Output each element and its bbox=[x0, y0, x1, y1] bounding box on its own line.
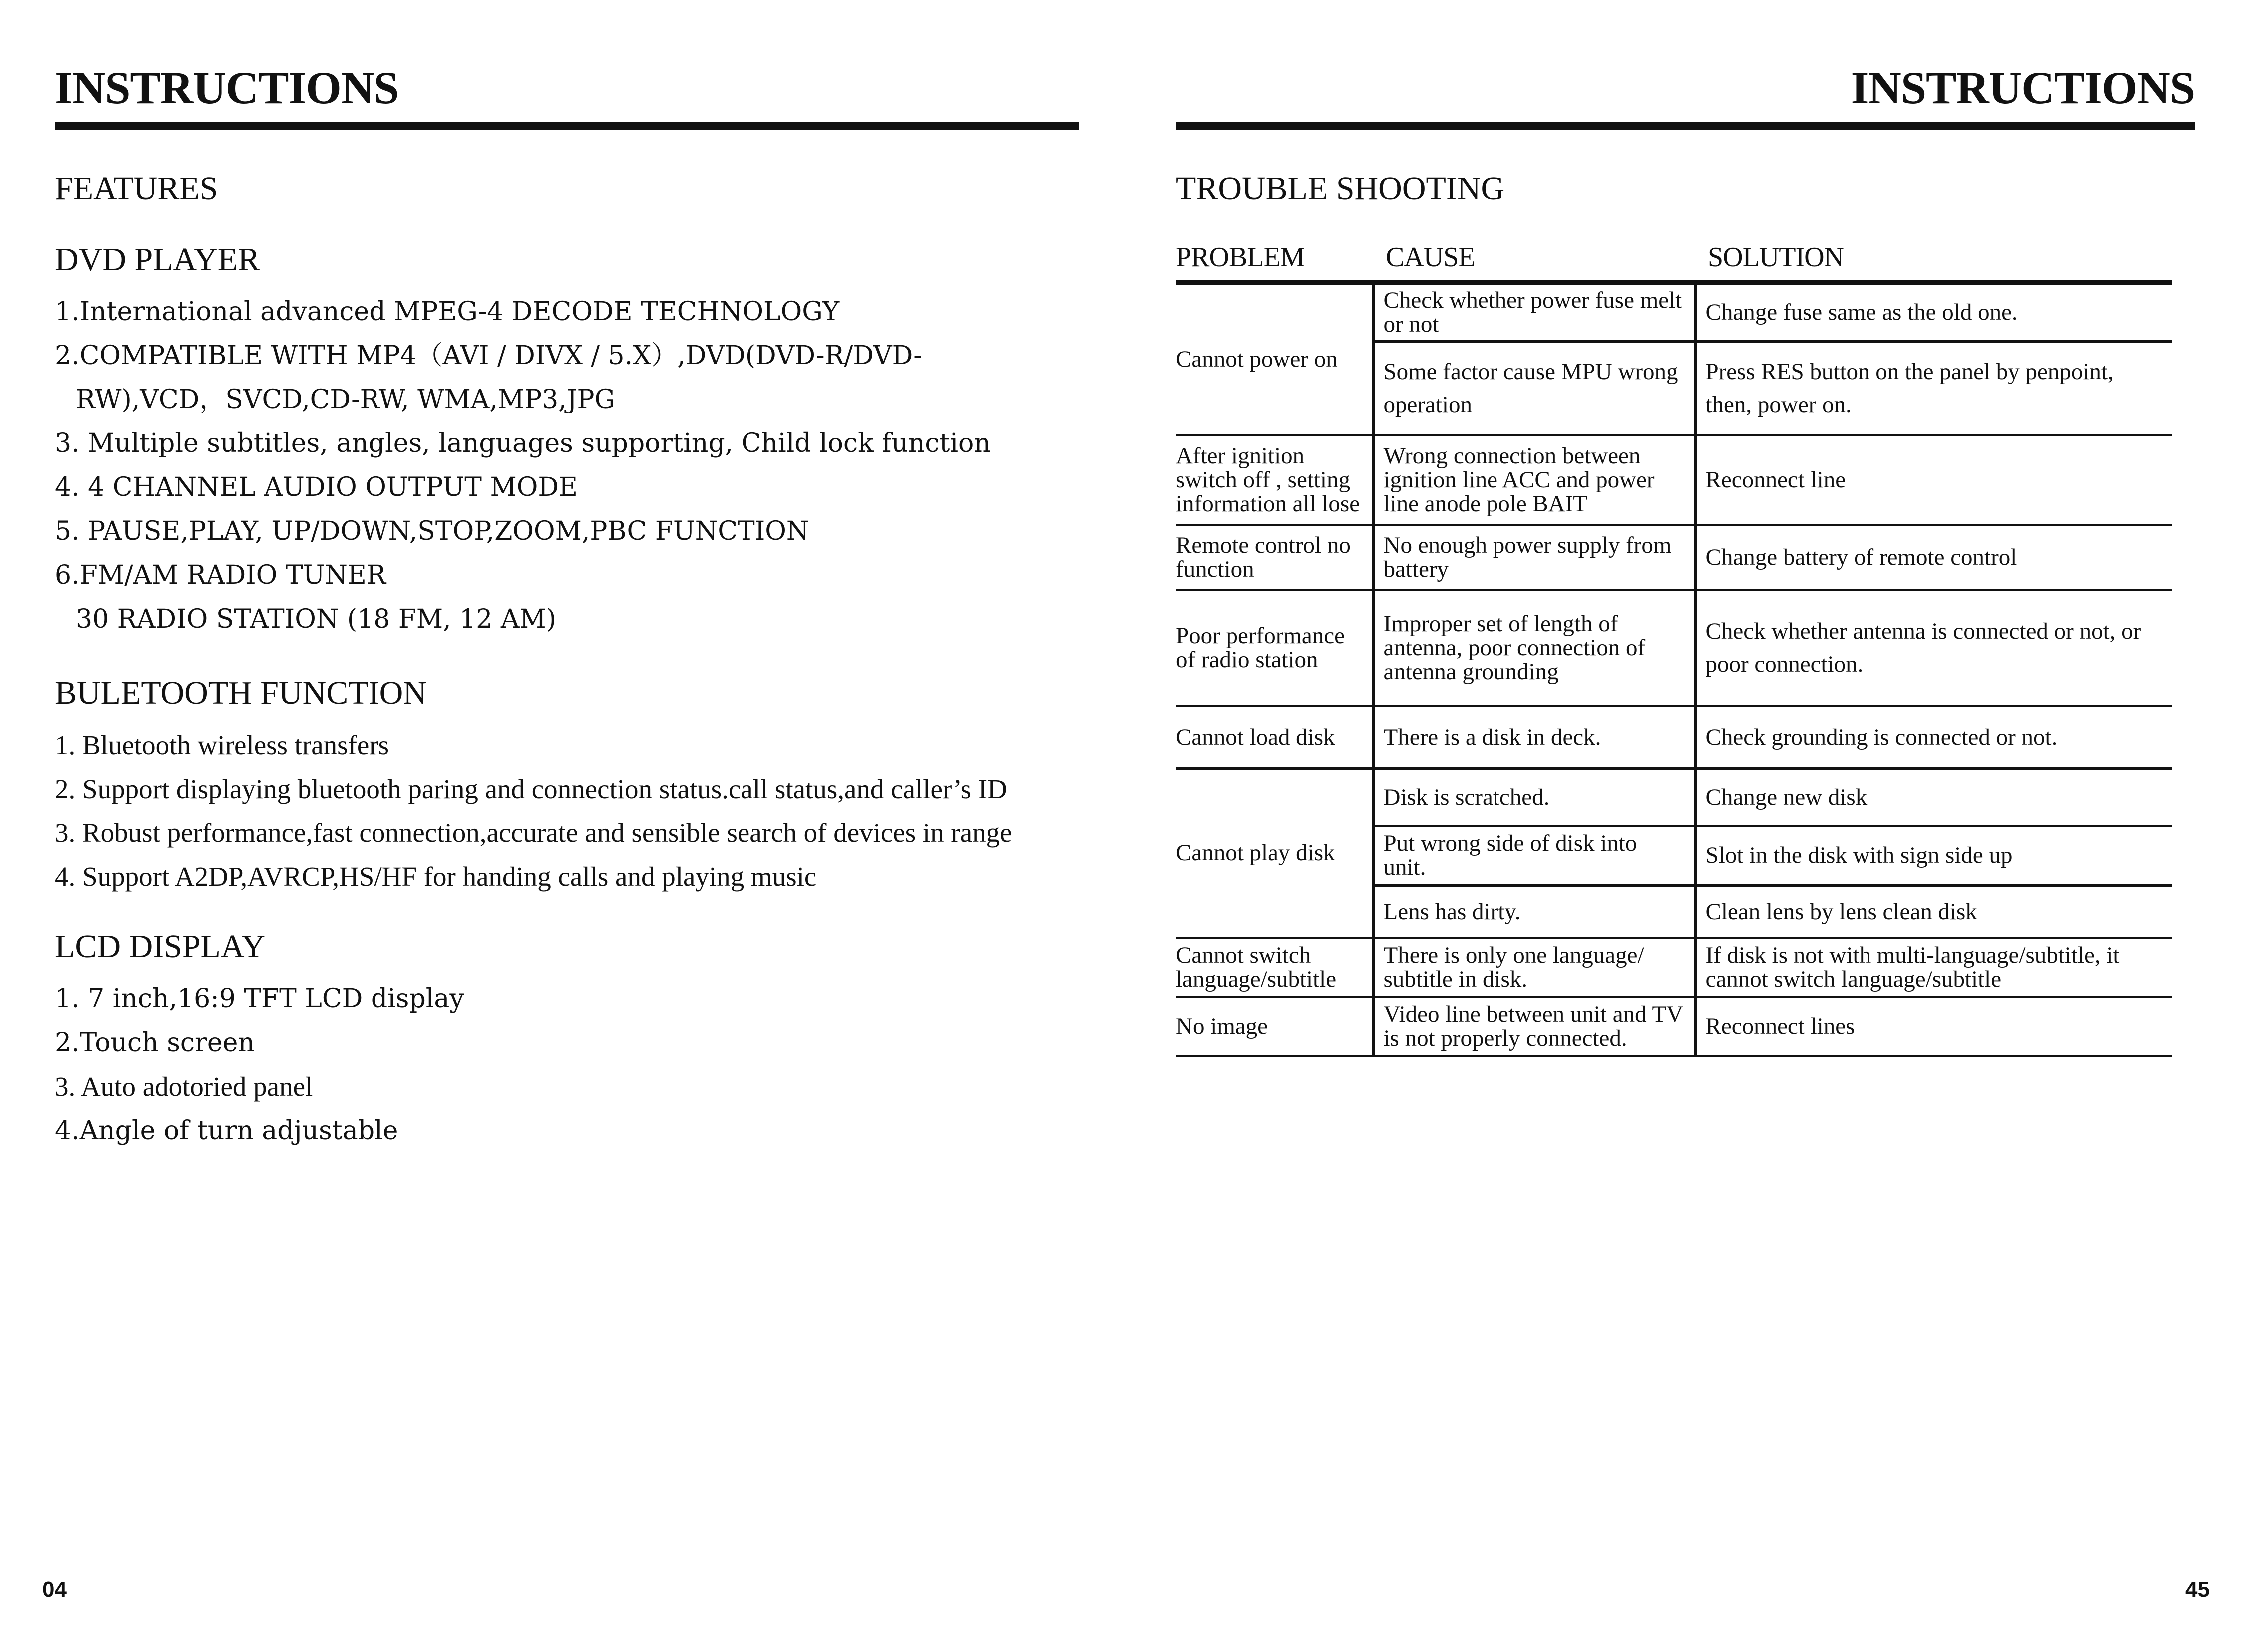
list-item: 4. Support A2DP,AVRCP,HS/HF for handing calls and playing music bbox=[55, 861, 817, 892]
list-item: 2.Touch screen bbox=[55, 1028, 255, 1058]
lcd-feature-list bbox=[55, 977, 464, 1153]
cause-cell: Lens has dirty. bbox=[1373, 885, 1695, 938]
solution-cell: Change fuse same as the old one. bbox=[1695, 282, 2172, 341]
lcd-display-title: LCD DISPLAY bbox=[55, 928, 266, 965]
table-row bbox=[1176, 997, 2172, 1056]
solution-cell: Slot in the disk with sign side up bbox=[1695, 826, 2172, 885]
problem-cell: Poor performance of radio station bbox=[1176, 590, 1373, 706]
list-item: 1. 7 inch,16:9 TFT LCD display bbox=[55, 984, 464, 1014]
page-number-right: 45 bbox=[2185, 1577, 2210, 1602]
cause-cell: There is a disk in deck. bbox=[1373, 706, 1695, 768]
list-item: 1. Bluetooth wireless transfers bbox=[55, 730, 389, 760]
solution-cell: Check whether antenna is connected or not, or poor connection. bbox=[1695, 590, 2172, 706]
cause-cell: Video line between unit and TV is not properly connected. bbox=[1373, 997, 1695, 1056]
solution-cell: Reconnect line bbox=[1695, 435, 2172, 525]
solution-cell: Change new disk bbox=[1695, 768, 2172, 826]
problem-cell: Cannot load disk bbox=[1176, 706, 1373, 768]
column-header-cause: CAUSE bbox=[1386, 242, 1475, 273]
left-page bbox=[42, 0, 1079, 1652]
dvd-player-title: DVD PLAYER bbox=[55, 241, 260, 278]
list-item: RW),VCD，SVCD,CD-RW, WMA,MP3,JPG bbox=[76, 385, 616, 414]
cause-cell: Disk is scratched. bbox=[1373, 768, 1695, 826]
table-row bbox=[1176, 525, 2172, 590]
trouble-table-headers bbox=[1176, 241, 2172, 281]
list-item: 2. Support displaying bluetooth paring and connection status.call status,and caller’s ID bbox=[55, 774, 1007, 804]
list-item: 4.Angle of turn adjustable bbox=[55, 1116, 398, 1146]
features-title: FEATURES bbox=[55, 170, 218, 207]
list-item: 3. Robust performance,fast connection,accurate and sensible search of devices in range bbox=[55, 818, 1012, 848]
list-item: 4. 4 CHANNEL AUDIO OUTPUT MODE bbox=[55, 472, 578, 502]
table-row bbox=[1176, 435, 2172, 525]
list-item: 2.COMPATIBLE WITH MP4（AVI / DIVX / 5.X）,DVD(DVD-R/DVD- bbox=[55, 341, 922, 371]
list-item: 30 RADIO STATION (18 FM, 12 AM) bbox=[76, 604, 556, 634]
table-row bbox=[1176, 938, 2172, 997]
solution-cell: Press RES button on the panel by penpoint, then, power on. bbox=[1695, 341, 2172, 435]
list-item: 1.International advanced MPEG-4 DECODE TECHNOLOGY bbox=[55, 297, 840, 327]
column-header-problem: PROBLEM bbox=[1176, 242, 1305, 273]
solution-cell: If disk is not with multi-language/subtitle, it cannot switch language/subtitle bbox=[1695, 938, 2172, 997]
problem-cell: Cannot play disk bbox=[1176, 768, 1373, 938]
cause-cell: Check whether power fuse melt or not bbox=[1373, 282, 1695, 341]
right-page bbox=[1176, 0, 2210, 1652]
list-item: 6.FM/AM RADIO TUNER bbox=[55, 560, 386, 590]
page-number-left: 04 bbox=[42, 1577, 67, 1602]
dvd-feature-list bbox=[55, 290, 991, 641]
table-row bbox=[1176, 706, 2172, 768]
problem-cell: Cannot power on bbox=[1176, 282, 1373, 435]
right-header-title: INSTRUCTIONS bbox=[1851, 62, 2195, 113]
problem-cell: Remote control no function bbox=[1176, 525, 1373, 590]
solution-cell: Check grounding is connected or not. bbox=[1695, 706, 2172, 768]
list-item: 5. PAUSE,PLAY, UP/DOWN,STOP,ZOOM,PBC FUNCTION bbox=[55, 516, 809, 546]
cause-cell: Some factor cause MPU wrong operation bbox=[1373, 341, 1695, 435]
solution-cell: Clean lens by lens clean disk bbox=[1695, 885, 2172, 938]
problem-cell: Cannot switch language/subtitle bbox=[1176, 938, 1373, 997]
list-item: 3. Auto adotoried panel bbox=[55, 1071, 313, 1102]
trouble-shooting-table bbox=[1176, 280, 2172, 1057]
left-header-rule bbox=[55, 122, 1079, 130]
bluetooth-feature-list bbox=[55, 723, 1012, 899]
cause-cell: No enough power supply from battery bbox=[1373, 525, 1695, 590]
bluetooth-title: BULETOOTH FUNCTION bbox=[55, 675, 427, 711]
problem-cell: After ignition switch off , setting information all lose bbox=[1176, 435, 1373, 525]
cause-cell: Improper set of length of antenna, poor connection of antenna grounding bbox=[1373, 590, 1695, 706]
right-header-rule bbox=[1176, 122, 2195, 130]
cause-cell: Wrong connection between ignition line ACC and power line anode pole BAIT bbox=[1373, 435, 1695, 525]
list-item: 3. Multiple subtitles, angles, languages supporting, Child lock function bbox=[55, 428, 991, 458]
solution-cell: Change battery of remote control bbox=[1695, 525, 2172, 590]
table-row bbox=[1176, 768, 2172, 826]
problem-cell: No image bbox=[1176, 997, 1373, 1056]
trouble-shooting-title: TROUBLE SHOOTING bbox=[1176, 170, 1505, 207]
column-header-solution: SOLUTION bbox=[1708, 242, 1844, 273]
table-row bbox=[1176, 590, 2172, 706]
left-header-title: INSTRUCTIONS bbox=[55, 62, 399, 113]
solution-cell: Reconnect lines bbox=[1695, 997, 2172, 1056]
table-row bbox=[1176, 282, 2172, 341]
cause-cell: Put wrong side of disk into unit. bbox=[1373, 826, 1695, 885]
cause-cell: There is only one language/ subtitle in disk. bbox=[1373, 938, 1695, 997]
